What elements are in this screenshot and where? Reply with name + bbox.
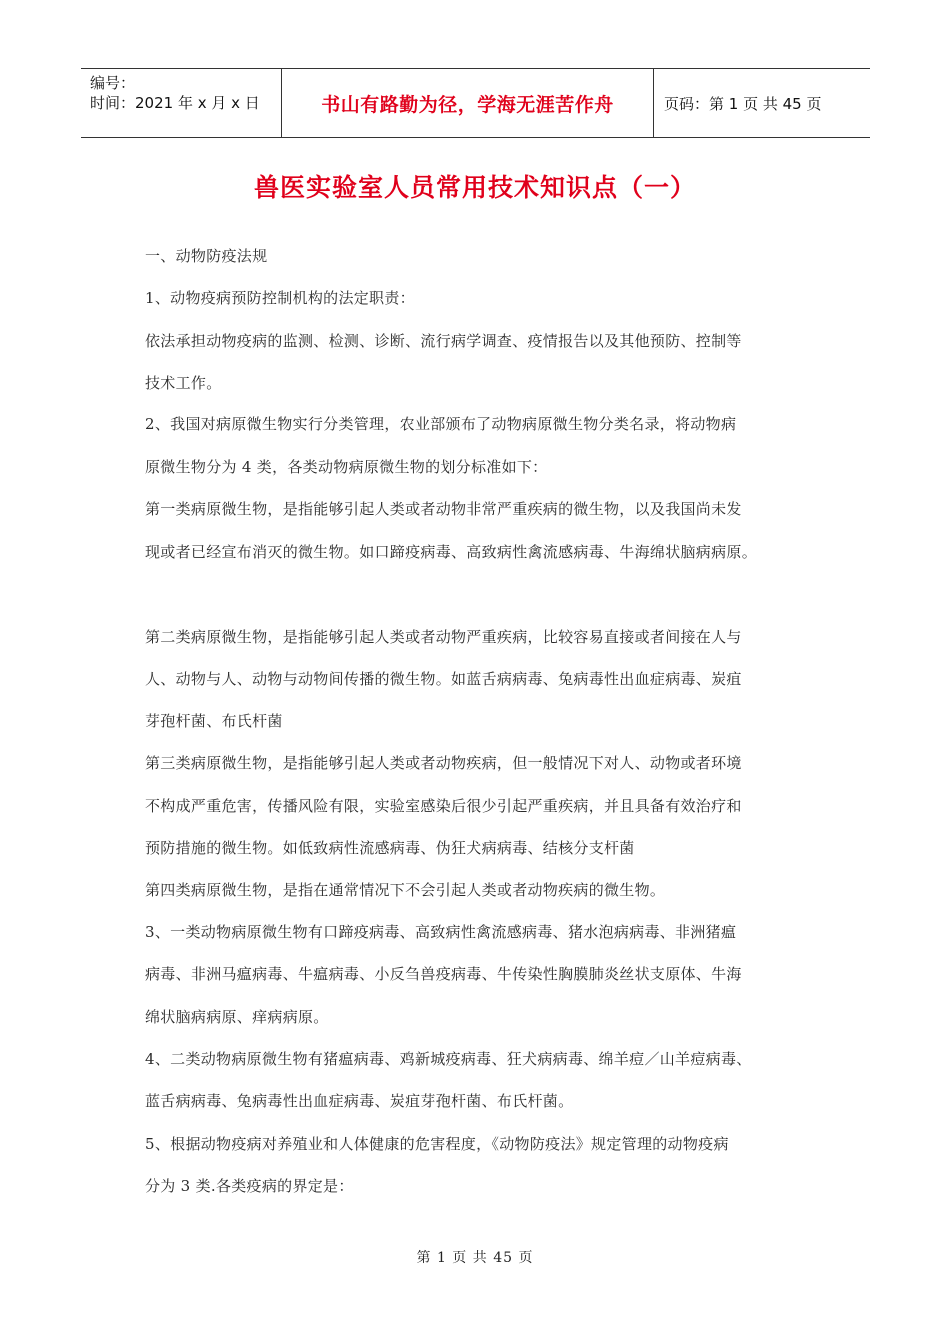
paragraph-line: 第三类病原微生物，是指能够引起人类或者动物疾病，但一般情况下对人、动物或者环境 <box>145 754 742 772</box>
header-motto-cell <box>282 69 654 137</box>
paragraph-line: 蓝舌病病毒、兔病毒性出血症病毒、炭疽芽孢杆菌、布氏杆菌。 <box>145 1092 574 1110</box>
paragraph-line: 3、一类动物病原微生物有口蹄疫病毒、高致病性禽流感病毒、猪水泡病病毒、非洲猪瘟 <box>145 923 737 941</box>
paragraph-line: 技术工作。 <box>145 374 222 392</box>
paragraph-line: 分为 3 类.各类疫病的界定是： <box>145 1177 354 1195</box>
paragraph-line: 第一类病原微生物，是指能够引起人类或者动物非常严重疾病的微生物，以及我国尚未发 <box>145 500 742 518</box>
paragraph-line: 2、我国对病原微生物实行分类管理，农业部颁布了动物病原微生物分类名录，将动物病 <box>145 415 737 433</box>
paragraph-line: 第四类病原微生物，是指在通常情况下不会引起人类或者动物疾病的微生物。 <box>145 881 666 899</box>
paragraph-line: 依法承担动物疫病的监测、检测、诊断、流行病学调查、疫情报告以及其他预防、控制等 <box>145 332 742 350</box>
paragraph-line: 4、二类动物病原微生物有猪瘟病毒、鸡新城疫病毒、狂犬病病毒、绵羊痘／山羊痘病毒、 <box>145 1050 752 1068</box>
paragraph-line: 病毒、非洲马瘟病毒、牛瘟病毒、小反刍兽疫病毒、牛传染性胸膜肺炎丝状支原体、牛海 <box>145 965 742 983</box>
paragraph-line: 不构成严重危害，传播风险有限，实验室感染后很少引起严重疾病，并且具备有效治疗和 <box>145 797 742 815</box>
paragraph-line: 绵状脑病病原、痒病病原。 <box>145 1008 329 1026</box>
paragraph-line: 现或者已经宣布消灭的微生物。如口蹄疫病毒、高致病性禽流感病毒、牛海绵状脑病病原。 <box>145 543 758 561</box>
paragraph-line: 1、动物疫病预防控制机构的法定职责： <box>145 289 415 307</box>
header-page-cell <box>654 69 870 137</box>
section-heading: 一、动物防疫法规 <box>145 247 268 265</box>
paragraph-line: 5、根据动物疫病对养殖业和人体健康的危害程度，《动物防疫法》规定管理的动物疫病 <box>145 1135 729 1153</box>
paragraph-line: 预防措施的微生物。如低致病性流感病毒、伪狂犬病病毒、结核分支杆菌 <box>145 839 635 857</box>
header-page-info: 页码：第 1 页 共 45 页 <box>664 94 822 113</box>
document-code-label: 编号： <box>90 74 136 92</box>
document-title: 兽医实验室人员常用技术知识点（一） <box>253 173 696 202</box>
paragraph-line: 人、动物与人、动物与动物间传播的微生物。如蓝舌病病毒、兔病毒性出血症病毒、炭疽 <box>145 670 742 688</box>
paragraph-line: 芽孢杆菌、布氏杆菌 <box>145 712 283 730</box>
document-header <box>81 68 870 138</box>
page-footer: 第 1 页 共 45 页 <box>416 1250 534 1266</box>
header-meta-cell <box>81 69 282 137</box>
header-motto: 书山有路勤为径，学海无涯苦作舟 <box>321 93 614 116</box>
document-date: 时间：2021 年 x 月 x 日 <box>90 94 260 112</box>
paragraph-line: 第二类病原微生物，是指能够引起人类或者动物严重疾病，比较容易直接或者间接在人与 <box>145 628 742 646</box>
paragraph-line: 原微生物分为 4 类，各类动物病原微生物的划分标准如下： <box>145 458 548 476</box>
